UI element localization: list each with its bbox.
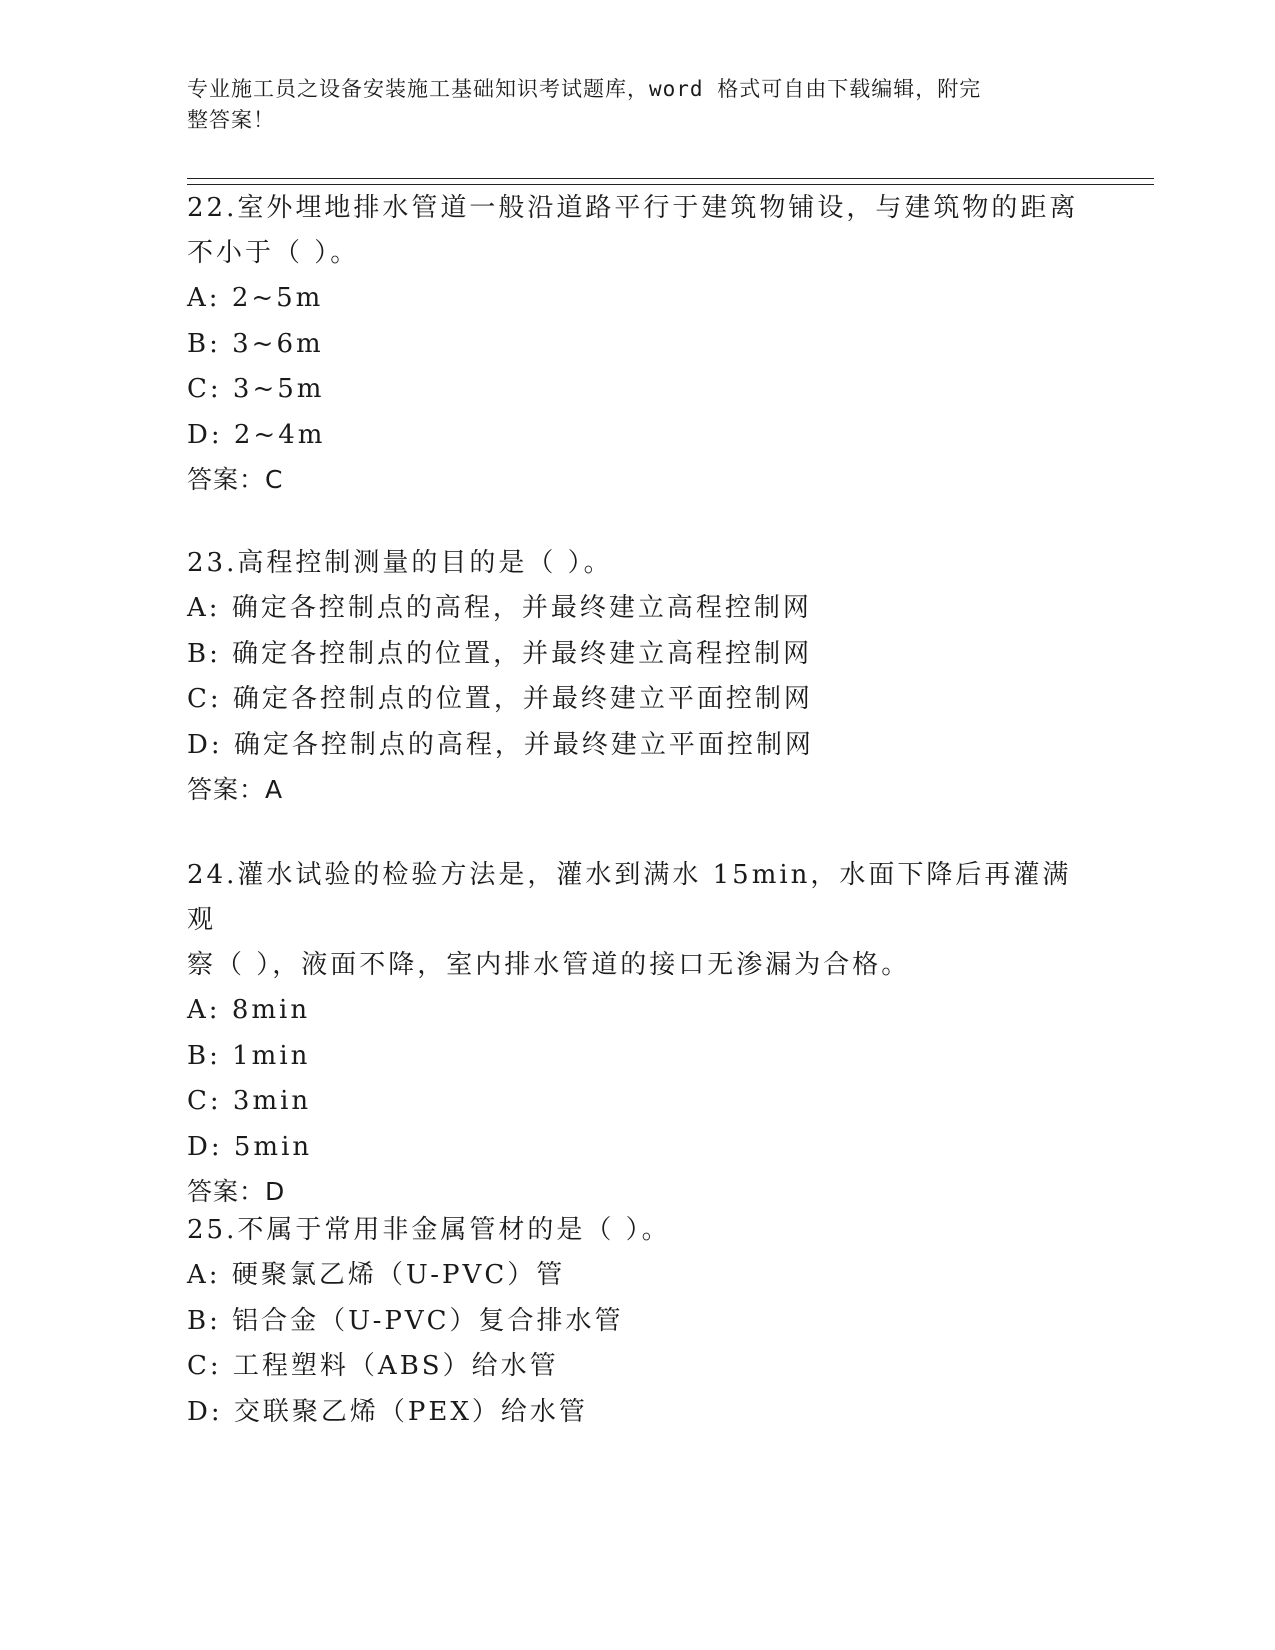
option-text: 3~5m	[232, 374, 325, 404]
option-text: 工程塑料（ABS）给水管	[232, 1351, 559, 1381]
option-text: 铝合金（U-PVC）复合排水管	[232, 1305, 624, 1336]
question-22	[187, 186, 1087, 502]
question-23	[187, 541, 1087, 812]
option-text: 1min	[232, 1040, 311, 1071]
option-text: 交联聚乙烯（PEX）给水管	[233, 1396, 588, 1427]
option-letter: C:	[187, 1086, 222, 1116]
option-letter: C:	[187, 374, 222, 404]
question-stem-line: 24.灌水试验的检验方法是，灌水到满水 15min，水面下降后再灌满观	[187, 860, 1072, 935]
question-24	[187, 853, 1087, 1214]
option-letter: A:	[187, 1260, 221, 1290]
option-text: 确定各控制点的高程，并最终建立平面控制网	[233, 729, 814, 760]
option-text: 确定各控制点的位置，并最终建立平面控制网	[232, 684, 813, 714]
option-c	[187, 1344, 1087, 1390]
option-text: 确定各控制点的高程，并最终建立高程控制网	[231, 593, 812, 623]
option-d	[187, 413, 1087, 459]
option-letter: A:	[187, 283, 221, 313]
option-text: 3min	[232, 1086, 312, 1116]
option-letter: B:	[187, 1305, 221, 1336]
question-stem-line: 22.室外埋地排水管道一般沿道路平行于建筑物铺设，与建筑物的距离	[187, 193, 1079, 223]
option-a	[187, 586, 1087, 632]
option-letter: B:	[187, 638, 221, 669]
option-c	[187, 367, 1087, 413]
header-divider-bottom	[187, 184, 1154, 185]
option-letter: A:	[187, 995, 221, 1025]
option-text: 2~5m	[231, 283, 324, 313]
option-letter: B:	[187, 1040, 221, 1071]
option-a	[187, 988, 1087, 1034]
question-stem-line: 25.不属于常用非金属管材的是（ ）。	[187, 1215, 671, 1245]
question-stem-line: 察（ ），液面不降，室内排水管道的接口无渗漏为合格。	[187, 950, 911, 980]
option-c	[187, 1079, 1087, 1125]
option-text: 5min	[233, 1131, 313, 1162]
header-line-1: 专业施工员之设备安装施工基础知识考试题库，word 格式可自由下载编辑，附完	[187, 77, 982, 101]
option-c	[187, 677, 1087, 723]
option-d	[187, 723, 1087, 769]
option-text: 8min	[231, 995, 311, 1025]
option-d	[187, 1125, 1087, 1171]
question-stem-line: 不小于（ ）。	[187, 238, 360, 268]
question-25	[187, 1208, 1087, 1435]
option-letter: C:	[187, 684, 222, 714]
option-text: 3~6m	[232, 328, 324, 359]
option-b	[187, 632, 1087, 678]
option-text: 硬聚氯乙烯（U-PVC）管	[231, 1260, 566, 1290]
option-letter: C:	[187, 1351, 222, 1381]
option-b	[187, 322, 1087, 368]
option-letter: D:	[187, 729, 223, 760]
answer-line: 答案：D	[187, 1177, 286, 1206]
option-letter: D:	[187, 1131, 223, 1162]
option-d	[187, 1390, 1087, 1436]
option-text: 确定各控制点的位置，并最终建立高程控制网	[232, 638, 813, 669]
header-divider-top	[187, 178, 1154, 179]
header-line-2: 整答案！	[187, 108, 275, 132]
answer-line: 答案：A	[187, 775, 284, 804]
answer-line: 答案：C	[187, 465, 284, 494]
option-b	[187, 1299, 1087, 1345]
option-a	[187, 1253, 1087, 1299]
option-letter: A:	[187, 593, 221, 623]
option-letter: B:	[187, 328, 221, 359]
document-header	[187, 74, 1067, 136]
option-b	[187, 1034, 1087, 1080]
option-letter: D:	[187, 419, 223, 450]
option-a	[187, 276, 1087, 322]
option-letter: D:	[187, 1396, 223, 1427]
option-text: 2~4m	[233, 419, 326, 450]
question-stem-line: 23.高程控制测量的目的是（ ）。	[187, 548, 613, 578]
